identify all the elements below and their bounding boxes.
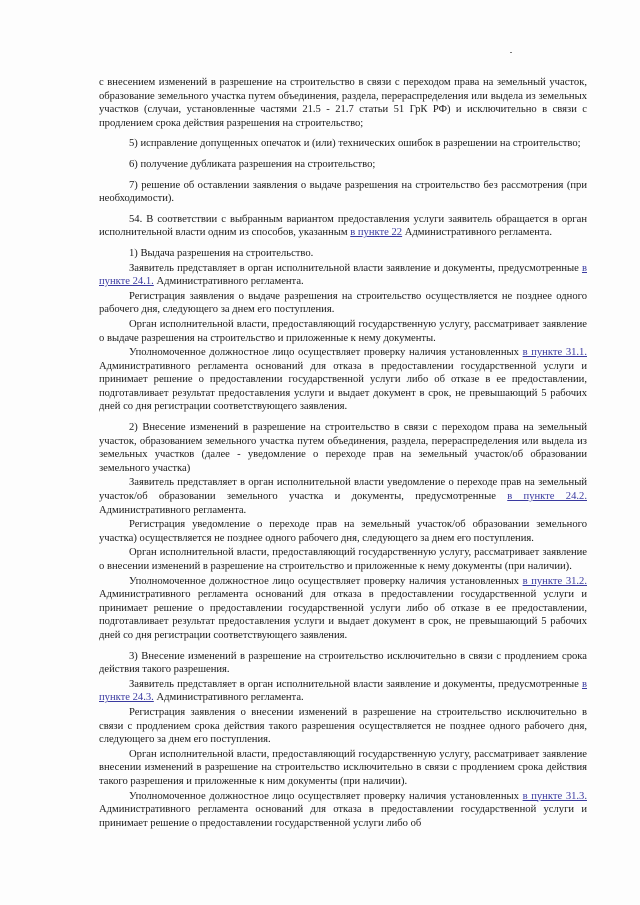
paragraph-text: Административного регламента. bbox=[99, 504, 247, 516]
paragraph-text: Административного регламента оснований для отказа в предоставлении государственной услуги и принимает решение о предоставлении государственной услуги либо об bbox=[99, 804, 587, 829]
paragraph-text: Административного регламента оснований для отказа в предоставлении государственной услуги и принимает решение о предоставлении государственной услуги либо об отказе в ее предоставлении, подготавливает результат предоставления услуги и выдает документ в срок, не превышающий 5 рабочих дней со дня регистрации соответствующего заявления. bbox=[99, 360, 587, 413]
clause-link[interactable]: в пункте 24.1. bbox=[99, 262, 587, 288]
paragraph-text: Уполномоченное должностное лицо осуществляет проверку наличия установленных bbox=[129, 575, 523, 587]
paragraph-text: 1) Выдача разрешения на строительство. bbox=[129, 247, 314, 259]
clause-link[interactable]: в пункте 24.3. bbox=[99, 678, 587, 704]
paragraph-text: Уполномоченное должностное лицо осуществляет проверку наличия установленных bbox=[129, 790, 523, 802]
paragraph-text: Орган исполнительной власти, предоставляющий государственную услугу, рассматривает заявление внесении изменений в разрешение на строительство исключительно в связи с продлением срока действия такого разрешения и приложенные к ним документы (при наличии). bbox=[99, 748, 587, 787]
paragraph bbox=[99, 213, 587, 240]
paragraph bbox=[99, 790, 587, 831]
paragraph bbox=[99, 706, 587, 747]
scan-speck bbox=[510, 52, 512, 53]
paragraph bbox=[99, 290, 587, 317]
paragraph bbox=[99, 421, 587, 475]
paragraph bbox=[99, 346, 587, 414]
paragraph bbox=[99, 137, 587, 151]
clause-link[interactable]: в пункте 31.2. bbox=[522, 575, 588, 587]
paragraph-text: Административного регламента. bbox=[402, 227, 552, 239]
paragraph bbox=[99, 179, 587, 206]
paragraph-text: Административного регламента. bbox=[153, 276, 304, 288]
paragraph-text: Административного регламента оснований для отказа в предоставлении государственной услуги и принимает решение о предоставлении государственной услуги либо об отказе в ее предоставлении, подготавливает результат предоставления услуги и выдает документ в срок, не превышающий 5 рабочих дней со дня регистрации соответствующего заявления. bbox=[99, 589, 587, 641]
document-body bbox=[99, 76, 587, 831]
paragraph bbox=[99, 262, 587, 289]
paragraph bbox=[99, 678, 587, 705]
paragraph-text: с внесением изменений в разрешение на строительство в связи с переходом права на земельный участок, образование земельного участка путем объединения, раздела, перераспределения или выдела из земельных участков (случаи, установленные частями 21.5 - 21.7 статьи 51 ГрК РФ) и исключительно в связи с продлением срока действия разрешения на строительство; bbox=[99, 77, 587, 129]
paragraph-text: Уполномоченное должностное лицо осуществляет проверку наличия установленных bbox=[129, 347, 523, 359]
paragraph-text: Регистрация заявления о внесении изменений в разрешение на строительство исключительно в связи с продлением срока действия такого разрешения осуществляется не позднее одного рабочего дня, следующего за днем его поступления. bbox=[99, 706, 587, 746]
paragraph-text: Заявитель представляет в орган исполнительной власти уведомление о переходе прав на земельный участок/об образовании земельного участка и документы, предусмотренные bbox=[99, 477, 587, 503]
paragraph-text: Административного регламента. bbox=[153, 692, 304, 704]
clause-link[interactable]: в пункте 31.3. bbox=[522, 790, 588, 802]
paragraph bbox=[99, 76, 587, 130]
paragraph-text: 2) Внесение изменений в разрешение на строительство в связи с переходом права на земельный участок, образованием земельного участка путем объединения, раздела, перераспределения или выдела из земельных участков (далее - уведомление о переходе прав на земельный участок/об образовании земельного участка) bbox=[99, 422, 587, 474]
paragraph-text: 3) Внесение изменений в разрешение на строительство исключительно в связи с продлением срока действия такого разрешения. bbox=[99, 650, 587, 676]
paragraph-text: Орган исполнительной власти, предоставляющий государственную услугу, рассматривает заявление о внесении изменений в разрешение на строительство и приложенные к нему документы (при наличии). bbox=[99, 547, 587, 572]
paragraph-text: Регистрация заявления о выдаче разрешения на строительство осуществляется не позднее одного рабочего дня, следующего за днем его поступления. bbox=[99, 290, 587, 316]
clause-link[interactable]: в пункте 24.2. bbox=[507, 491, 587, 503]
clause-link[interactable]: в пункте 31.1. bbox=[522, 347, 588, 359]
paragraph bbox=[99, 476, 587, 517]
paragraph bbox=[99, 650, 587, 677]
paragraph bbox=[99, 575, 587, 643]
paragraph-text: Заявитель представляет в орган исполнительной власти заявление и документы, предусмотренные bbox=[129, 678, 582, 690]
paragraph-text: Орган исполнительной власти, предоставляющий государственную услугу, рассматривает заявление о выдаче разрешения на строительство и приложенные к нему документы. bbox=[99, 318, 587, 344]
paragraph bbox=[99, 318, 587, 345]
paragraph bbox=[99, 748, 587, 789]
paragraph bbox=[99, 518, 587, 545]
paragraph-text: Заявитель представляет в орган исполнительной власти заявление и документы, предусмотренные bbox=[129, 262, 582, 274]
paragraph-text: 7) решение об оставлении заявления о выдаче разрешения на строительство без рассмотрения (при необходимости). bbox=[99, 179, 587, 205]
paragraph-text: Регистрация уведомление о переходе прав на земельный участок/об образовании земельного участка) осуществляется не позднее одного рабочего дня, следующего за днем его поступления. bbox=[99, 519, 587, 544]
paragraph-text: 5) исправление допущенных опечаток и (или) технических ошибок в разрешении на строительство; bbox=[129, 138, 581, 150]
paragraph bbox=[99, 158, 587, 172]
paragraph bbox=[99, 546, 587, 573]
paragraph-text: 6) получение дубликата разрешения на строительство; bbox=[129, 158, 376, 170]
paragraph bbox=[99, 247, 587, 261]
paragraph-text: 54. В соответствии с выбранным вариантом предоставления услуги заявитель обращается в орган исполнительной власти одним из способов, указанным bbox=[99, 213, 587, 239]
clause-link[interactable]: в пункте 22 bbox=[350, 227, 403, 239]
